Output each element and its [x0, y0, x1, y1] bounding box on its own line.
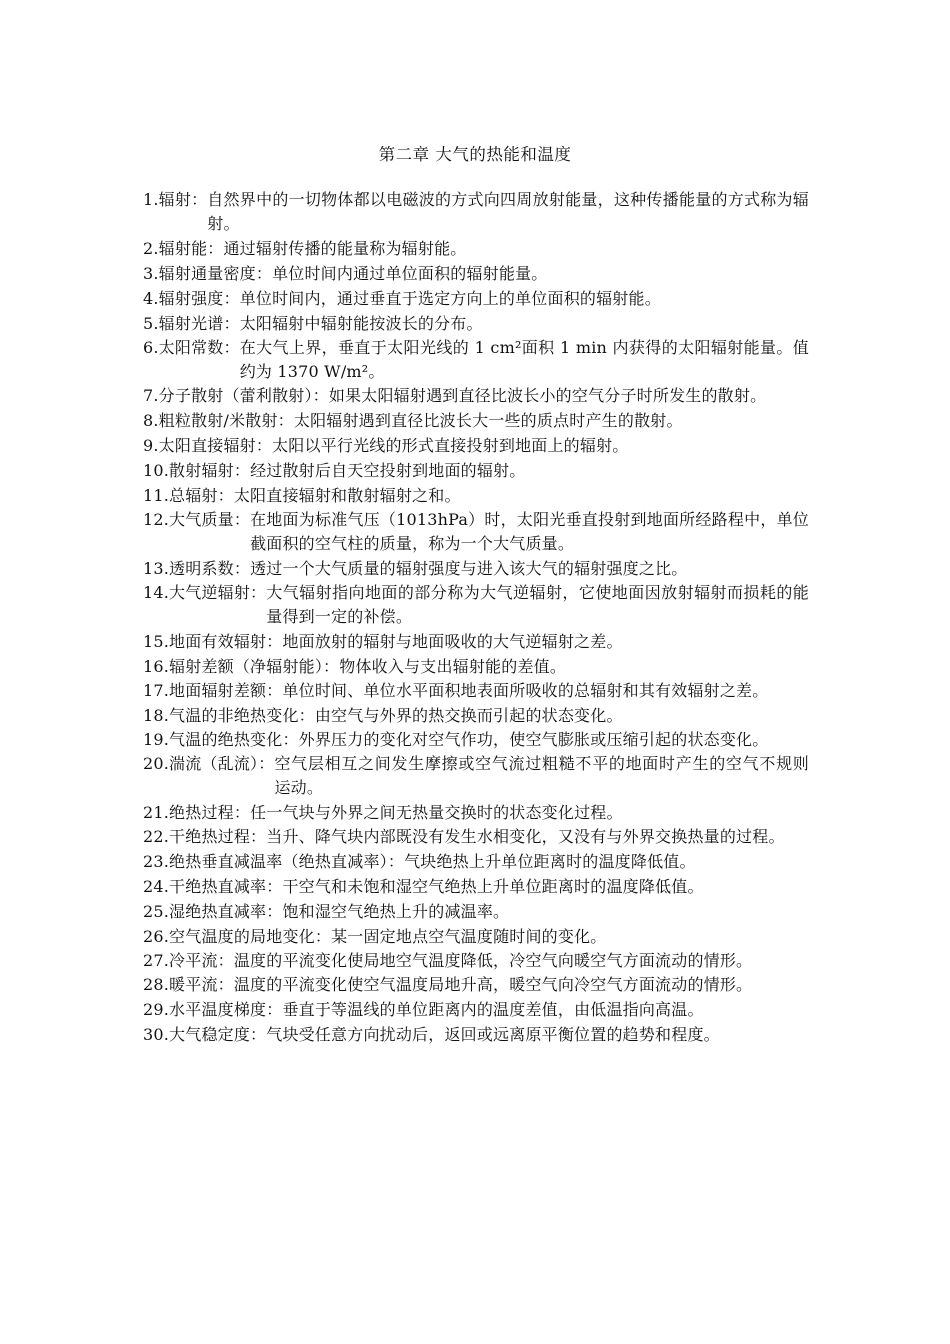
- entry-number: 3.: [143, 264, 159, 283]
- entry-number: 8.: [143, 411, 159, 430]
- definition-entry: [143, 458, 809, 483]
- entry-definition: 物体收入与支出辐射能的差值。: [339, 657, 567, 676]
- definition-entry: [143, 384, 809, 408]
- entry-definition: 当升、降气块内部既没有发生水相变化，又没有与外界交换热量的过程。: [266, 827, 785, 846]
- definition-entry: [143, 949, 809, 973]
- entry-term: 辐射通量密度：: [158, 264, 273, 283]
- entry-term: 绝热过程：: [169, 803, 251, 822]
- definition-entry: [143, 849, 809, 874]
- entry-definition: 在地面为标准气压（1013hPa）时，太阳光垂直投射到地面所经路程中，单位截面积的空气柱的质量，称为一个大气质量。: [250, 510, 809, 553]
- entry-definition: 饱和湿空气绝热上升的减温率。: [282, 902, 510, 921]
- entry-definition: 太阳直接辐射和散射辐射之和。: [233, 486, 461, 505]
- definition-entry: [143, 311, 809, 336]
- entry-definition: 地面放射的辐射与地面吸收的大气逆辐射之差。: [282, 632, 623, 651]
- entry-number: 18.: [143, 706, 170, 725]
- entry-number: 4.: [143, 289, 159, 308]
- definition-entry: [143, 654, 809, 679]
- definition-entry: [143, 924, 809, 949]
- entry-term: 粗粒散射/米散射：: [158, 411, 294, 430]
- entry-definition: 单位时间内，通过垂直于选定方向上的单位面积的辐射能。: [239, 289, 661, 308]
- definition-entry: [143, 556, 809, 581]
- entry-number: 22.: [143, 827, 170, 846]
- entry-number: 23.: [143, 852, 170, 871]
- entry-number: 30.: [143, 1025, 170, 1044]
- entry-number: 9.: [143, 436, 159, 455]
- entry-definition: 大气辐射指向地面的部分称为大气逆辐射，它使地面因放射辐射而损耗的能量得到一定的补偿。: [266, 583, 809, 626]
- definition-entry: [143, 973, 809, 997]
- entry-term: 辐射强度：: [158, 289, 240, 308]
- entry-number: 11.: [143, 486, 170, 505]
- definition-entry: [143, 286, 809, 311]
- definition-entry: [143, 800, 809, 825]
- entry-term: 辐射能：: [158, 239, 224, 258]
- entry-definition: 太阳以平行光线的形式直接投射到地面上的辐射。: [272, 436, 629, 455]
- definition-entry: [143, 261, 809, 286]
- entry-term: 干绝热直减率：: [169, 877, 283, 896]
- entry-definition: 任一气块与外界之间无热量交换时的状态变化过程。: [250, 803, 623, 822]
- entry-definition: 经过散射后自天空投射到地面的辐射。: [250, 461, 526, 480]
- entry-definition: 某一固定地点空气温度随时间的变化。: [331, 927, 607, 946]
- entry-term: 湍流（乱流）：: [169, 754, 275, 773]
- entry-term: 气温的非绝热变化：: [169, 706, 315, 725]
- entry-definition: 如果太阳辐射遇到直径比波长小的空气分子时所发生的散射。: [328, 386, 767, 405]
- entry-term: 暖平流：: [169, 975, 234, 994]
- entry-term: 湿绝热直减率：: [169, 902, 283, 921]
- entry-definition: 单位时间、单位水平面积地表面所吸收的总辐射和其有效辐射之差。: [282, 681, 769, 700]
- definition-entry: [143, 408, 809, 433]
- entry-term: 太阳常数：: [158, 338, 240, 357]
- entry-definition: 通过辐射传播的能量称为辐射能。: [223, 239, 467, 258]
- entry-definition: 垂直于等温线的单位距离内的温度差值，由低温指向高温。: [282, 1000, 704, 1019]
- entry-definition: 气块受任意方向扰动后，返回或远离原平衡位置的趋势和程度。: [266, 1025, 720, 1044]
- entry-term: 辐射光谱：: [158, 314, 240, 333]
- entry-term: 总辐射：: [169, 486, 234, 505]
- definition-entry: [143, 752, 809, 800]
- entry-number: 28.: [143, 975, 170, 994]
- entry-definition: 气块绝热上升单位距离时的温度降低值。: [404, 852, 696, 871]
- entry-number: 14.: [143, 583, 170, 602]
- definition-entry: [143, 483, 809, 508]
- entry-number: 15.: [143, 632, 170, 651]
- entry-number: 17.: [143, 681, 170, 700]
- entry-number: 16.: [143, 657, 170, 676]
- definition-list: [143, 188, 809, 1047]
- page-title: 第二章 大气的热能和温度: [378, 145, 572, 164]
- entry-definition: 温度的平流变化使空气温度局地升高，暖空气向冷空气方面流动的情形。: [233, 975, 753, 994]
- entry-definition: 自然界中的一切物体都以电磁波的方式向四周放射能量，这种传播能量的方式称为辐射。: [207, 190, 809, 233]
- entry-number: 6.: [143, 338, 159, 357]
- entry-definition: 在大气上界，垂直于太阳光线的 1 cm²面积 1 min 内获得的太阳辐射能量。值约为 1370 W/m²。: [239, 338, 809, 381]
- entry-definition: 太阳辐射遇到直径比波长大一些的质点时产生的散射。: [293, 411, 683, 430]
- definition-entry: [143, 825, 809, 849]
- definition-entry: [143, 508, 809, 556]
- entry-definition: 太阳辐射中辐射能按波长的分布。: [239, 314, 483, 333]
- entry-number: 26.: [143, 927, 170, 946]
- definition-entry: [143, 679, 809, 703]
- entry-number: 25.: [143, 902, 170, 921]
- entry-term: 大气逆辐射：: [169, 583, 267, 602]
- definition-entry: [143, 703, 809, 728]
- entry-term: 分子散射（蕾利散射）：: [158, 386, 329, 405]
- definition-entry: [143, 433, 809, 458]
- entry-term: 辐射差额（净辐射能）：: [169, 657, 340, 676]
- entry-number: 13.: [143, 559, 170, 578]
- definition-entry: [143, 728, 809, 752]
- entry-term: 地面辐射差额：: [169, 681, 283, 700]
- definition-entry: [143, 629, 809, 654]
- entry-number: 2.: [143, 239, 159, 258]
- definition-entry: [143, 997, 809, 1022]
- entry-number: 20.: [143, 754, 170, 773]
- entry-number: 24.: [143, 877, 170, 896]
- entry-definition: 外界压力的变化对空气作功，使空气膨胀或压缩引起的状态变化。: [298, 730, 769, 749]
- entry-term: 辐射：: [158, 190, 208, 209]
- entry-definition: 由空气与外界的热交换而引起的状态变化。: [314, 706, 623, 725]
- entry-term: 空气温度的局地变化：: [169, 927, 332, 946]
- entry-number: 21.: [143, 803, 170, 822]
- entry-definition: 干空气和未饱和湿空气绝热上升单位距离时的温度降低值。: [282, 877, 704, 896]
- entry-number: 10.: [143, 461, 170, 480]
- definition-entry: [143, 188, 809, 236]
- entry-definition: 单位时间内通过单位面积的辐射能量。: [272, 264, 548, 283]
- definition-entry: [143, 336, 809, 384]
- definition-entry: [143, 581, 809, 629]
- entry-number: 7.: [143, 386, 159, 405]
- entry-term: 透明系数：: [169, 559, 251, 578]
- entry-definition: 空气层相互之间发生摩擦或空气流过粗糙不平的地面时产生的空气不规则运动。: [274, 754, 809, 797]
- definition-entry: [143, 899, 809, 924]
- entry-number: 27.: [143, 951, 170, 970]
- entry-term: 大气质量：: [169, 510, 251, 529]
- entry-number: 1.: [143, 190, 159, 209]
- entry-number: 29.: [143, 1000, 170, 1019]
- entry-term: 散射辐射：: [169, 461, 251, 480]
- entry-term: 气温的绝热变化：: [169, 730, 299, 749]
- entry-number: 19.: [143, 730, 170, 749]
- entry-term: 绝热垂直减温率（绝热直减率）：: [169, 852, 405, 871]
- entry-number: 12.: [143, 510, 170, 529]
- entry-definition: 透过一个大气质量的辐射强度与进入该大气的辐射强度之比。: [250, 559, 688, 578]
- entry-number: 5.: [143, 314, 159, 333]
- entry-term: 太阳直接辐射：: [158, 436, 273, 455]
- entry-definition: 温度的平流变化使局地空气温度降低，冷空气向暖空气方面流动的情形。: [233, 951, 753, 970]
- entry-term: 干绝热过程：: [169, 827, 267, 846]
- entry-term: 冷平流：: [169, 951, 234, 970]
- entry-term: 水平温度梯度：: [169, 1000, 283, 1019]
- definition-entry: [143, 1022, 809, 1047]
- definition-entry: [143, 236, 809, 261]
- entry-term: 大气稳定度：: [169, 1025, 267, 1044]
- definition-entry: [143, 874, 809, 899]
- entry-term: 地面有效辐射：: [169, 632, 283, 651]
